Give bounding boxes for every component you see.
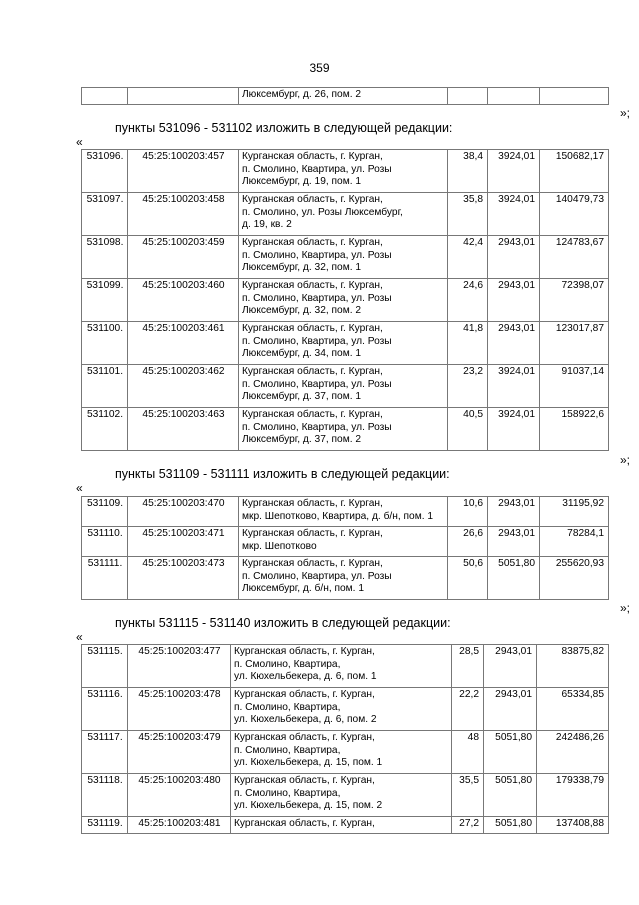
area-cell: 38,4 [448,150,488,193]
rate-cell: 2943,01 [484,645,537,688]
value-cell: 78284,1 [540,527,609,557]
value-cell: 72398,07 [540,279,609,322]
rate-cell: 2943,01 [488,279,540,322]
area-cell: 23,2 [448,365,488,408]
item-number-cell: 531118. [82,774,128,817]
cadastral-number-cell: 45:25:100203:457 [128,150,239,193]
address-line: Курганская область, г. Курган, [234,775,375,786]
value-cell: 83875,82 [537,645,609,688]
section-table [81,496,609,600]
address-cell [231,817,452,834]
address-line: ул. Кюхельбекера, д. 15, пом. 2 [234,800,383,812]
rate-cell: 2943,01 [488,236,540,279]
close-quote: »; [619,453,630,467]
address-line: Курганская область, г. Курган, [234,732,375,743]
area-cell: 35,5 [452,774,484,817]
address-line: Курганская область, г. Курган, [242,280,383,291]
open-quote: « [76,135,83,149]
address-line: Курганская область, г. Курган, [234,646,375,657]
address-line: Люксембург, д. 19, пом. 1 [242,176,362,188]
rate-cell: 5051,80 [488,557,540,600]
address-line: Курганская область, г. Курган, [242,498,383,509]
page-number: 359 [309,61,330,75]
address-line: п. Смолино, Квартира, [234,744,341,756]
area-cell: 48 [452,731,484,774]
address-line: ул. Кюхельбекера, д. 6, пом. 2 [234,714,377,726]
rate-cell: 3924,01 [488,193,540,236]
cadastral-number-cell: 45:25:100203:479 [128,731,231,774]
item-number-cell: 531115. [82,645,128,688]
address-line: Курганская область, г. Курган, [234,818,375,829]
address-line: Курганская область, г. Курган, [242,528,383,539]
table-row [82,236,609,279]
value-cell: 150682,17 [540,150,609,193]
table-row [82,365,609,408]
area-cell: 27,2 [452,817,484,834]
table-row [82,279,609,322]
address-line: п. Смолино, Квартира, ул. Розы [242,335,392,347]
cadastral-number-cell: 45:25:100203:471 [128,527,239,557]
address-cell: Люксембург, д. 26, пом. 2 [239,88,448,105]
address-line: Люксембург, д. 32, пом. 2 [242,305,362,317]
close-quote: »; [619,601,630,615]
value-cell: 179338,79 [537,774,609,817]
address-line: п. Смолино, Квартира, [234,658,341,670]
address-line: Люксембург, д. 37, пом. 2 [242,434,362,446]
open-quote: « [76,481,83,495]
cadastral-number-cell: 45:25:100203:460 [128,279,239,322]
address-line: Курганская область, г. Курган, [234,689,375,700]
address-cell [239,408,448,451]
area-cell: 26,6 [448,527,488,557]
address-cell [239,557,448,600]
value-cell: 137408,88 [537,817,609,834]
area-cell: 28,5 [452,645,484,688]
close-quote: »; [619,106,630,120]
address-line: Курганская область, г. Курган, [242,237,383,248]
cadastral-number-cell: 45:25:100203:462 [128,365,239,408]
address-cell [239,497,448,527]
item-number-cell: 531097. [82,193,128,236]
area-cell: 40,5 [448,408,488,451]
open-quote: « [76,630,83,644]
value-cell: 31195,92 [540,497,609,527]
area-cell: 41,8 [448,322,488,365]
address-line: мкр. Шепотково, Квартира, д. б/н, пом. 1 [242,510,434,522]
address-line: Курганская область, г. Курган, [242,366,383,377]
item-number-cell: 531110. [82,527,128,557]
item-number-cell: 531117. [82,731,128,774]
address-line: Люксембург, д. б/н, пом. 1 [242,583,365,595]
cadastral-number-cell: 45:25:100203:473 [128,557,239,600]
table-row [82,731,609,774]
section-heading: пункты 531109 - 531111 изложить в следующей редакции: [115,467,450,481]
area-cell: 10,6 [448,497,488,527]
cadastral-number-cell: 45:25:100203:463 [128,408,239,451]
address-line: п. Смолино, Квартира, ул. Розы [242,570,392,582]
cell-empty [448,88,488,105]
address-line: п. Смолино, Квартира, ул. Розы [242,163,392,175]
top-table [81,87,609,105]
address-line: Курганская область, г. Курган, [242,323,383,334]
area-cell: 50,6 [448,557,488,600]
cadastral-number-cell: 45:25:100203:478 [128,688,231,731]
address-cell [239,236,448,279]
value-cell: 65334,85 [537,688,609,731]
cell-empty [128,88,239,105]
value-cell: 140479,73 [540,193,609,236]
cell-empty [488,88,540,105]
section-table [81,149,609,451]
address-cell [239,279,448,322]
cadastral-number-cell: 45:25:100203:458 [128,193,239,236]
section-table [81,644,609,834]
table-row [82,497,609,527]
address-line: п. Смолино, Квартира, ул. Розы [242,378,392,390]
address-cell [231,731,452,774]
rate-cell: 2943,01 [488,322,540,365]
address-line: п. Смолино, Квартира, ул. Розы [242,421,392,433]
item-number-cell: 531098. [82,236,128,279]
address-line: Курганская область, г. Курган, [242,409,383,420]
address-line: п. Смолино, Квартира, ул. Розы [242,249,392,261]
area-cell: 22,2 [452,688,484,731]
rate-cell: 3924,01 [488,150,540,193]
address-line: п. Смолино, Квартира, [234,701,341,713]
address-cell [239,150,448,193]
rate-cell: 5051,80 [484,817,537,834]
rate-cell: 3924,01 [488,408,540,451]
section-heading: пункты 531096 - 531102 изложить в следующей редакции: [115,121,453,135]
address-cell [231,774,452,817]
item-number-cell: 531096. [82,150,128,193]
table-row [82,774,609,817]
item-number-cell: 531101. [82,365,128,408]
table-row [82,322,609,365]
cadastral-number-cell: 45:25:100203:470 [128,497,239,527]
table-row [82,408,609,451]
table-row [82,193,609,236]
cadastral-number-cell: 45:25:100203:477 [128,645,231,688]
cadastral-number-cell: 45:25:100203:461 [128,322,239,365]
value-cell: 158922,6 [540,408,609,451]
address-cell [231,645,452,688]
address-cell [239,365,448,408]
address-line: п. Смолино, Квартира, ул. Розы [242,292,392,304]
address-line: п. Смолино, ул. Розы Люксембург, [242,206,403,218]
table-row [82,88,609,105]
item-number-cell: 531100. [82,322,128,365]
rate-cell: 5051,80 [484,731,537,774]
item-number-cell: 531102. [82,408,128,451]
table-row [82,527,609,557]
item-number-cell: 531111. [82,557,128,600]
address-cell [239,527,448,557]
item-number-cell: 531119. [82,817,128,834]
value-cell: 255620,93 [540,557,609,600]
rate-cell: 5051,80 [484,774,537,817]
table-row [82,817,609,834]
cadastral-number-cell: 45:25:100203:480 [128,774,231,817]
rate-cell: 2943,01 [484,688,537,731]
rate-cell: 2943,01 [488,497,540,527]
cadastral-number-cell: 45:25:100203:481 [128,817,231,834]
address-line: Люксембург, д. 34, пом. 1 [242,348,362,360]
cell-empty [82,88,128,105]
address-line: Курганская область, г. Курган, [242,558,383,569]
address-line: п. Смолино, Квартира, [234,787,341,799]
area-cell: 24,6 [448,279,488,322]
rate-cell: 2943,01 [488,527,540,557]
item-number-cell: 531099. [82,279,128,322]
address-cell [231,688,452,731]
address-cell [239,193,448,236]
address-line: д. 19, кв. 2 [242,219,292,231]
item-number-cell: 531116. [82,688,128,731]
area-cell: 42,4 [448,236,488,279]
address-line: Люксембург, д. 32, пом. 1 [242,262,362,274]
cell-empty [540,88,609,105]
area-cell: 35,8 [448,193,488,236]
table-row [82,645,609,688]
address-line: Курганская область, г. Курган, [242,194,383,205]
address-line: ул. Кюхельбекера, д. 15, пом. 1 [234,757,383,769]
item-number-cell: 531109. [82,497,128,527]
value-cell: 91037,14 [540,365,609,408]
rate-cell: 3924,01 [488,365,540,408]
address-line: ул. Кюхельбекера, д. 6, пом. 1 [234,671,377,683]
table-row [82,688,609,731]
address-line: мкр. Шепотково [242,540,317,552]
address-cell [239,322,448,365]
address-line: Курганская область, г. Курган, [242,151,383,162]
value-cell: 123017,87 [540,322,609,365]
cadastral-number-cell: 45:25:100203:459 [128,236,239,279]
table-row [82,557,609,600]
table-row [82,150,609,193]
value-cell: 124783,67 [540,236,609,279]
address-line: Люксембург, д. 37, пом. 1 [242,391,362,403]
section-heading: пункты 531115 - 531140 изложить в следующей редакции: [115,616,451,630]
value-cell: 242486,26 [537,731,609,774]
